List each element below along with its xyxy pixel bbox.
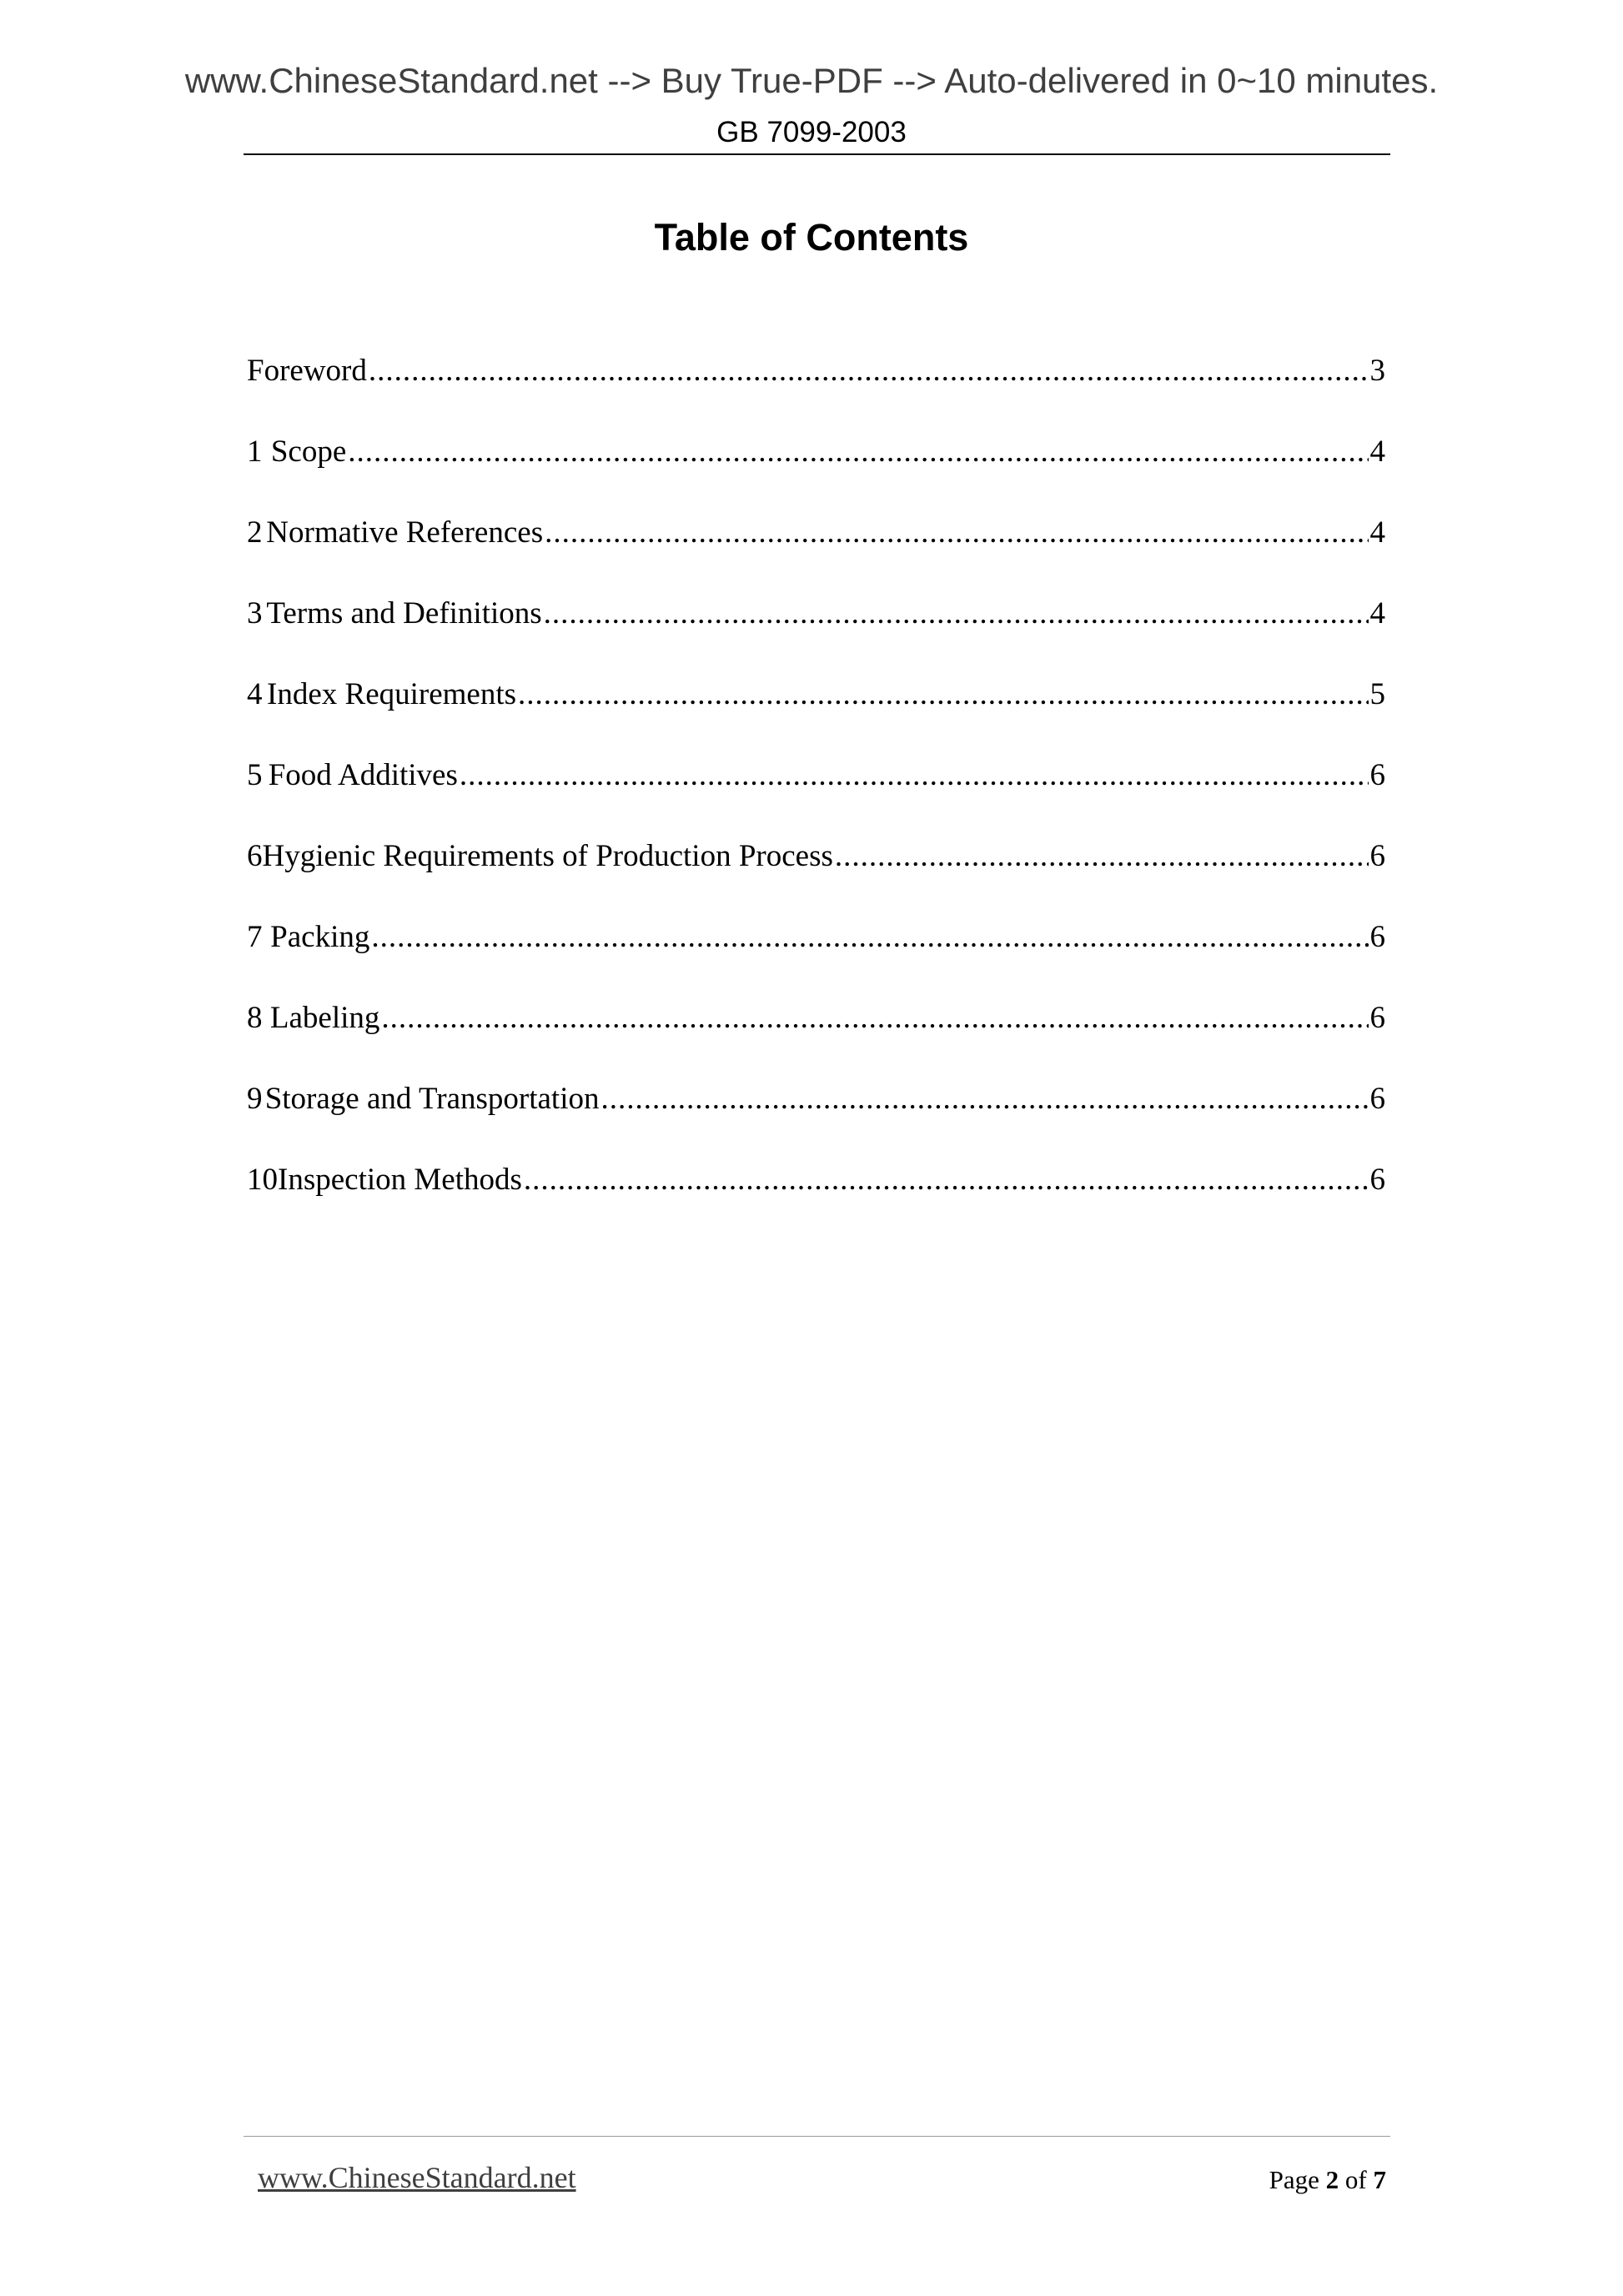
toc-entry-number: 2 — [247, 515, 263, 550]
toc-entry-inspection-methods[interactable] — [247, 1162, 1385, 1243]
footer-divider — [244, 2136, 1390, 2137]
toc-entry-label: Storage and Transportation — [264, 1082, 600, 1116]
toc-entry-page: 6 — [1369, 758, 1385, 792]
toc-entry-number: 5 — [247, 758, 263, 792]
toc-entry-index-requirements[interactable] — [247, 676, 1385, 757]
toc-entry-label: Inspection Methods — [278, 1163, 522, 1197]
toc-entry-number: 6 — [247, 839, 263, 873]
toc-entry-number: 3 — [247, 596, 263, 631]
toc-entry-label: Packing — [270, 920, 370, 954]
toc-entry-label: Scope — [270, 435, 347, 469]
toc-entry-food-additives[interactable] — [247, 757, 1385, 838]
toc-entry-labeling[interactable] — [247, 1000, 1385, 1081]
page-total: 7 — [1373, 2165, 1386, 2194]
toc-entry-storage-transportation[interactable] — [247, 1081, 1385, 1162]
toc-dot-leader — [369, 353, 1369, 389]
toc-entry-page: 5 — [1369, 677, 1385, 711]
standard-code: GB 7099-2003 — [716, 116, 907, 148]
toc-entry-page: 6 — [1369, 1163, 1385, 1197]
toc-dot-leader — [460, 757, 1369, 794]
toc-entry-label: Food Additives — [268, 758, 458, 792]
toc-entry-foreword[interactable] — [247, 353, 1385, 434]
toc-entry-number: 1 — [247, 435, 263, 469]
toc-entry-page: 4 — [1369, 596, 1385, 631]
toc-entry-label: Labeling — [269, 1001, 380, 1035]
toc-entry-page: 4 — [1369, 515, 1385, 550]
header-banner: www.ChineseStandard.net --> Buy True-PDF --> Auto-delivered in 0~10 minutes. — [184, 61, 1439, 100]
toc-dot-leader — [544, 595, 1369, 632]
toc-entry-page: 6 — [1369, 839, 1385, 873]
toc-entry-label: Normative References — [266, 515, 544, 550]
toc-entry-page: 6 — [1369, 920, 1385, 954]
toc-entry-label: Hygienic Requirements of Production Process — [262, 839, 833, 873]
toc-entry-number: 8 — [247, 1001, 263, 1035]
toc-entry-page: 6 — [1369, 1001, 1385, 1035]
toc-dot-leader — [518, 676, 1368, 713]
page-of: of — [1344, 2165, 1367, 2194]
toc-dot-leader — [524, 1162, 1369, 1198]
toc-entry-page: 4 — [1369, 435, 1385, 469]
toc-dot-leader — [371, 919, 1368, 956]
toc-dot-leader — [348, 434, 1368, 470]
toc-dot-leader — [545, 515, 1368, 551]
toc-entry-number: 7 — [247, 920, 263, 954]
toc-entry-hygienic-requirements[interactable] — [247, 838, 1385, 919]
toc-entry-number: 4 — [247, 677, 263, 711]
toc-entry-packing[interactable] — [247, 919, 1385, 1000]
toc-entry-page: 3 — [1369, 354, 1385, 388]
toc-entry-normative-references[interactable] — [247, 515, 1385, 595]
toc-dot-leader — [381, 1000, 1368, 1037]
toc-dot-leader — [601, 1081, 1369, 1118]
toc-entry-number: 10 — [247, 1163, 278, 1197]
toc-entry-number: 9 — [247, 1082, 263, 1116]
toc-dot-leader — [835, 838, 1369, 875]
toc-entry-label: Foreword — [247, 354, 367, 388]
toc-entry-page: 6 — [1369, 1082, 1385, 1116]
footer-website-link[interactable]: www.ChineseStandard.net — [258, 2161, 576, 2194]
page-current: 2 — [1325, 2165, 1339, 2194]
toc-entry-scope[interactable] — [247, 434, 1385, 515]
toc-list — [247, 353, 1385, 1243]
toc-entry-terms-definitions[interactable] — [247, 595, 1385, 676]
page-prefix: Page — [1269, 2165, 1319, 2194]
toc-entry-label: Index Requirements — [267, 677, 517, 711]
page-title: Table of Contents — [654, 216, 969, 259]
toc-entry-label: Terms and Definitions — [266, 596, 542, 631]
header-divider — [244, 153, 1390, 155]
page-indicator — [1269, 2166, 1386, 2194]
